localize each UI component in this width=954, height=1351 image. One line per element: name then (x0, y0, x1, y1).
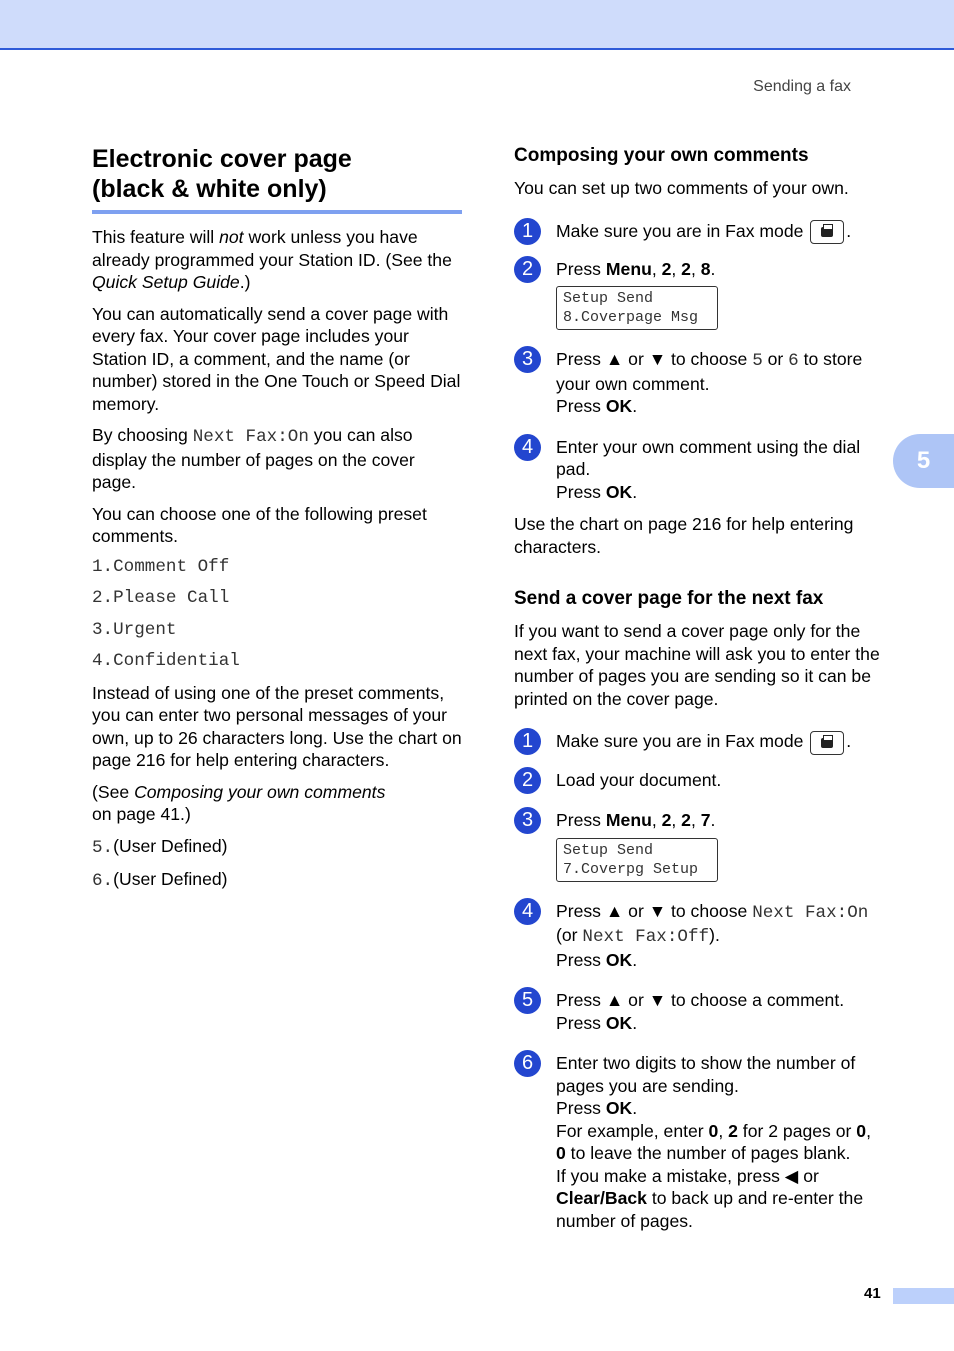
running-head: Sending a fax (753, 78, 851, 95)
user-defined-6: 6.(User Defined) (92, 869, 228, 891)
subsection-title-composing: Composing your own comments (514, 145, 809, 166)
step-number: 1 (514, 218, 541, 245)
step: 4 Press ▲ or ▼ to choose Next Fax:On (or Next Fax:Off). Press OK. (514, 900, 884, 972)
fax-mode-icon (810, 220, 844, 244)
step-number: 3 (514, 346, 541, 373)
page-number-bar (893, 1288, 954, 1304)
step-number: 4 (514, 898, 541, 925)
composing-outro: Use the chart on page 216 for help entering characters. (514, 514, 854, 557)
step: 1 Make sure you are in Fax mode . (514, 220, 884, 244)
step: 6 Enter two digits to show the number of pages you are sending. Press OK. For example, enter 0, 2 for 2 pages or 0, 0 to leave the number of pages blank. If you make a mistake, press ◀ or Clear/Back to back up and re-enter the number of pages. (514, 1052, 884, 1232)
step: 1 Make sure you are in Fax mode . (514, 730, 884, 754)
step: 3 Press Menu, 2, 2, 7. Setup Send 7.Coverpg Setup (514, 809, 884, 890)
preset-comment: 4.Confidential (92, 651, 240, 671)
title-line-2: (black & white only) (92, 175, 327, 203)
paragraph-station-id: This feature will not work unless you have already programmed your Station ID. (See the Quick Setup Guide.) (92, 227, 452, 292)
lcd-display: Setup Send 7.Coverpg Setup (556, 838, 718, 882)
paragraph-cover-page: You can automatically send a cover page with every fax. Your cover page includes your Station ID, a comment, and the name (or number) stored in the One Touch or Speed Dial memory. (92, 303, 461, 414)
step-number: 1 (514, 728, 541, 755)
step: 3 Press ▲ or ▼ to choose 5 or 6 to store your own comment. Press OK. (514, 348, 884, 418)
step: 2 Press Menu, 2, 2, 8. Setup Send 8.Coverpage Msg (514, 258, 884, 339)
paragraph-preset-intro: You can choose one of the following preset comments. (92, 503, 427, 546)
next-fax-intro: If you want to send a cover page only for the next fax, your machine will ask you to enter the number of pages you are sending so it can be printed on the cover page. (514, 621, 880, 709)
preset-comment: 1.Comment Off (92, 556, 230, 577)
left-column (92, 144, 462, 902)
cross-reference-link[interactable]: Composing your own comments (134, 781, 386, 802)
step-number: 6 (514, 1050, 541, 1077)
preset-comment: 3.Urgent (92, 619, 177, 640)
paragraph-personal-messages: Instead of using one of the preset comments, you can enter two personal messages of your own, up to 26 characters long. Use the chart on page 216 for help entering characters. (92, 682, 462, 770)
step: 5 Press ▲ or ▼ to choose a comment. Press OK. (514, 989, 884, 1034)
step-number: 4 (514, 434, 541, 461)
preset-comment: 2.Please Call (92, 588, 230, 608)
step-number: 2 (514, 256, 541, 283)
right-column (514, 144, 884, 1246)
step: 2 Load your document. (514, 769, 884, 792)
step: 4 Enter your own comment using the dial pad. Press OK. (514, 436, 884, 504)
title-line-1: Electronic cover page (92, 145, 352, 173)
fax-mode-icon (810, 731, 844, 755)
step-number: 5 (514, 987, 541, 1014)
section-rule (92, 210, 462, 214)
step-number: 3 (514, 807, 541, 834)
step-number: 2 (514, 767, 541, 794)
lcd-display: Setup Send 8.Coverpage Msg (556, 286, 718, 330)
chapter-tab: 5 (893, 434, 954, 488)
composing-intro: You can set up two comments of your own. (514, 178, 849, 198)
subsection-title-next-fax: Send a cover page for the next fax (514, 588, 824, 610)
paragraph-next-fax: By choosing Next Fax:On you can also display the number of pages on the cover page. (92, 425, 415, 492)
page-number: 41 (864, 1285, 881, 1302)
paragraph-see-ref: (See Composing your own comments on page 41.) (92, 781, 386, 824)
user-defined-5: 5.(User Defined) (92, 835, 228, 858)
section-title (92, 144, 462, 204)
top-band (0, 0, 954, 50)
